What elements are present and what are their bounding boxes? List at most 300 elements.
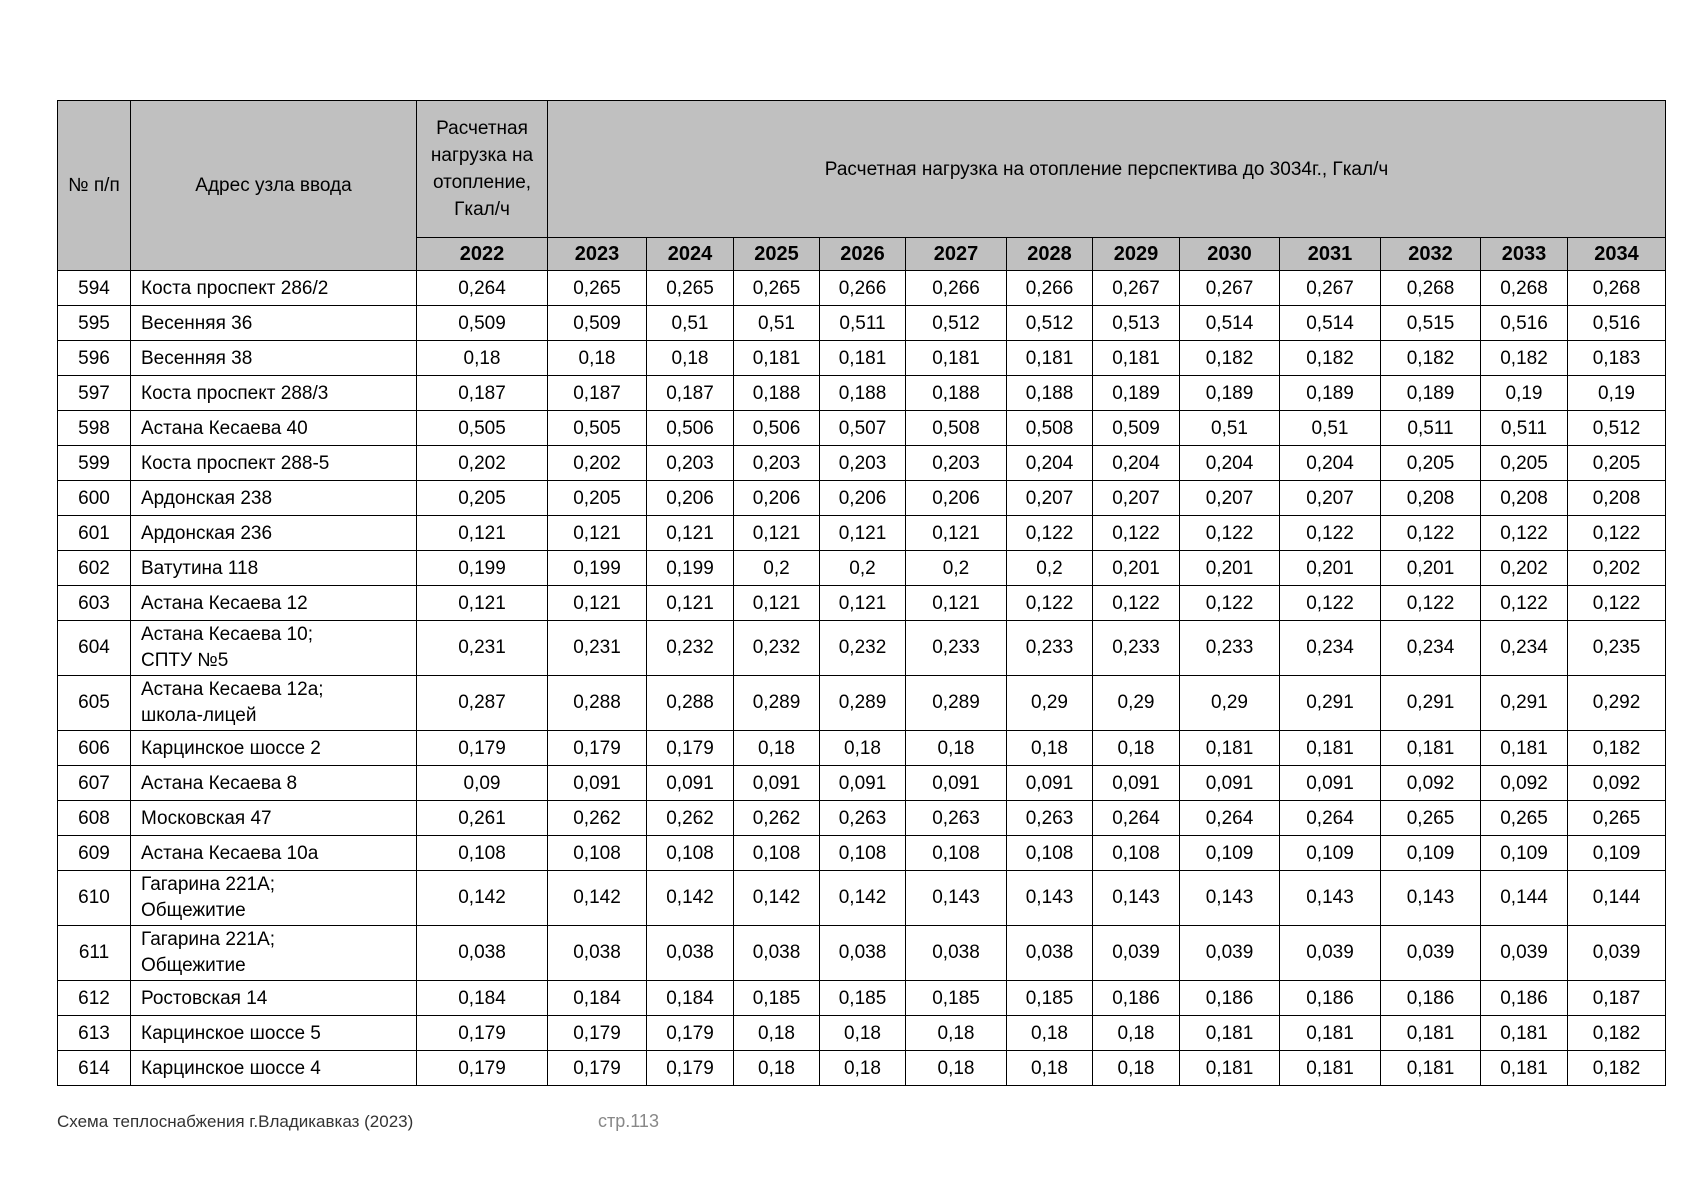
load-value-2033: 0,122 bbox=[1481, 586, 1568, 621]
load-value-2034: 0,292 bbox=[1568, 676, 1666, 731]
load-value-2026: 0,203 bbox=[820, 446, 906, 481]
load-value-2023: 0,199 bbox=[548, 551, 647, 586]
load-value-2030: 0,207 bbox=[1180, 481, 1280, 516]
load-value-2032: 0,181 bbox=[1381, 1051, 1481, 1086]
load-value-2025: 0,121 bbox=[734, 586, 820, 621]
load-value-2031: 0,291 bbox=[1280, 676, 1381, 731]
load-value-2032: 0,265 bbox=[1381, 801, 1481, 836]
load-value-2023: 0,121 bbox=[548, 516, 647, 551]
load-value-2033: 0,19 bbox=[1481, 376, 1568, 411]
load-value-2028: 0,122 bbox=[1007, 586, 1093, 621]
row-address bbox=[131, 516, 417, 551]
table-row bbox=[58, 411, 1666, 446]
load-value-2030: 0,039 bbox=[1180, 926, 1280, 981]
row-number: 601 bbox=[58, 516, 131, 551]
row-number: 611 bbox=[58, 926, 131, 981]
load-value-2032: 0,039 bbox=[1381, 926, 1481, 981]
load-value-2025: 0,18 bbox=[734, 1016, 820, 1051]
footer-page-number: стр.113 bbox=[598, 1111, 659, 1131]
load-value-2032: 0,122 bbox=[1381, 586, 1481, 621]
load-value-2032: 0,234 bbox=[1381, 621, 1481, 676]
load-value-2025: 0,289 bbox=[734, 676, 820, 731]
load-value-2027: 0,266 bbox=[906, 271, 1007, 306]
load-value-2031: 0,189 bbox=[1280, 376, 1381, 411]
load-value-2027: 0,038 bbox=[906, 926, 1007, 981]
load-value-2034: 0,144 bbox=[1568, 871, 1666, 926]
header-forecast: Расчетная нагрузка на отопление перспектива до 3034г., Гкал/ч bbox=[548, 101, 1666, 238]
address-line: Астана Кесаева 40 bbox=[141, 417, 308, 439]
load-value-2034: 0,183 bbox=[1568, 341, 1666, 376]
load-value-2031: 0,234 bbox=[1280, 621, 1381, 676]
load-value-2033: 0,181 bbox=[1481, 1016, 1568, 1051]
load-value-2026: 0,188 bbox=[820, 376, 906, 411]
address-line: Общежитие bbox=[141, 955, 246, 976]
load-value-2034: 0,122 bbox=[1568, 516, 1666, 551]
year-header-2023: 2023 bbox=[548, 238, 647, 271]
load-value-2024: 0,232 bbox=[647, 621, 734, 676]
row-number: 605 bbox=[58, 676, 131, 731]
load-value-2028: 0,2 bbox=[1007, 551, 1093, 586]
load-value-2031: 0,091 bbox=[1280, 766, 1381, 801]
load-value-2028: 0,188 bbox=[1007, 376, 1093, 411]
load-value-2033: 0,516 bbox=[1481, 306, 1568, 341]
load-value-2033: 0,265 bbox=[1481, 801, 1568, 836]
load-value-2031: 0,186 bbox=[1280, 981, 1381, 1016]
row-number: 600 bbox=[58, 481, 131, 516]
row-number: 594 bbox=[58, 271, 131, 306]
table-row bbox=[58, 1051, 1666, 1086]
load-value-2029: 0,264 bbox=[1093, 801, 1180, 836]
load-value-2024: 0,199 bbox=[647, 551, 734, 586]
load-value-2034: 0,205 bbox=[1568, 446, 1666, 481]
table-row bbox=[58, 676, 1666, 731]
load-value-2022: 0,038 bbox=[417, 926, 548, 981]
table-row bbox=[58, 731, 1666, 766]
row-address bbox=[131, 586, 417, 621]
address-line: СПТУ №5 bbox=[141, 650, 229, 671]
load-value-2031: 0,514 bbox=[1280, 306, 1381, 341]
load-value-2029: 0,29 bbox=[1093, 676, 1180, 731]
year-header-2027: 2027 bbox=[906, 238, 1007, 271]
load-value-2032: 0,511 bbox=[1381, 411, 1481, 446]
load-value-2027: 0,512 bbox=[906, 306, 1007, 341]
load-value-2030: 0,122 bbox=[1180, 586, 1280, 621]
load-value-2030: 0,29 bbox=[1180, 676, 1280, 731]
load-value-2025: 0,203 bbox=[734, 446, 820, 481]
load-value-2033: 0,144 bbox=[1481, 871, 1568, 926]
row-address bbox=[131, 926, 417, 981]
load-value-2032: 0,268 bbox=[1381, 271, 1481, 306]
table-row bbox=[58, 516, 1666, 551]
row-address bbox=[131, 621, 417, 676]
table-row bbox=[58, 1016, 1666, 1051]
load-value-2031: 0,204 bbox=[1280, 446, 1381, 481]
load-value-2027: 0,508 bbox=[906, 411, 1007, 446]
row-number: 597 bbox=[58, 376, 131, 411]
load-value-2033: 0,234 bbox=[1481, 621, 1568, 676]
load-value-2033: 0,202 bbox=[1481, 551, 1568, 586]
table-row bbox=[58, 836, 1666, 871]
year-header-2029: 2029 bbox=[1093, 238, 1180, 271]
load-value-2026: 0,121 bbox=[820, 586, 906, 621]
load-value-2029: 0,108 bbox=[1093, 836, 1180, 871]
address-line: Весенняя 36 bbox=[141, 312, 253, 334]
load-value-2025: 0,232 bbox=[734, 621, 820, 676]
load-value-2026: 0,038 bbox=[820, 926, 906, 981]
load-value-2023: 0,091 bbox=[548, 766, 647, 801]
row-address bbox=[131, 676, 417, 731]
load-value-2026: 0,121 bbox=[820, 516, 906, 551]
load-value-2027: 0,143 bbox=[906, 871, 1007, 926]
load-value-2033: 0,511 bbox=[1481, 411, 1568, 446]
load-value-2031: 0,122 bbox=[1280, 516, 1381, 551]
heat-load-table bbox=[57, 100, 1666, 1086]
load-value-2024: 0,179 bbox=[647, 731, 734, 766]
load-value-2034: 0,122 bbox=[1568, 586, 1666, 621]
row-address bbox=[131, 1051, 417, 1086]
address-line: школа-лицей bbox=[141, 705, 257, 726]
row-address bbox=[131, 981, 417, 1016]
load-value-2023: 0,202 bbox=[548, 446, 647, 481]
load-value-2030: 0,204 bbox=[1180, 446, 1280, 481]
row-address bbox=[131, 376, 417, 411]
load-value-2028: 0,207 bbox=[1007, 481, 1093, 516]
load-value-2022: 0,187 bbox=[417, 376, 548, 411]
load-value-2022: 0,179 bbox=[417, 731, 548, 766]
load-value-2027: 0,233 bbox=[906, 621, 1007, 676]
load-value-2032: 0,189 bbox=[1381, 376, 1481, 411]
header-current-load: Расчетная нагрузка на отопление, Гкал/ч bbox=[417, 101, 548, 238]
load-value-2029: 0,201 bbox=[1093, 551, 1180, 586]
load-value-2023: 0,205 bbox=[548, 481, 647, 516]
table-header bbox=[58, 101, 1666, 271]
load-value-2025: 0,262 bbox=[734, 801, 820, 836]
table-row bbox=[58, 871, 1666, 926]
load-value-2033: 0,291 bbox=[1481, 676, 1568, 731]
load-value-2028: 0,266 bbox=[1007, 271, 1093, 306]
load-value-2026: 0,507 bbox=[820, 411, 906, 446]
load-value-2032: 0,186 bbox=[1381, 981, 1481, 1016]
load-value-2034: 0,235 bbox=[1568, 621, 1666, 676]
load-value-2029: 0,186 bbox=[1093, 981, 1180, 1016]
load-value-2033: 0,186 bbox=[1481, 981, 1568, 1016]
load-value-2024: 0,206 bbox=[647, 481, 734, 516]
load-value-2025: 0,18 bbox=[734, 1051, 820, 1086]
load-value-2027: 0,188 bbox=[906, 376, 1007, 411]
load-value-2031: 0,181 bbox=[1280, 1016, 1381, 1051]
load-value-2033: 0,268 bbox=[1481, 271, 1568, 306]
load-value-2026: 0,232 bbox=[820, 621, 906, 676]
load-value-2029: 0,204 bbox=[1093, 446, 1180, 481]
address-line: Ватутина 118 bbox=[141, 557, 259, 579]
load-value-2026: 0,185 bbox=[820, 981, 906, 1016]
load-value-2029: 0,18 bbox=[1093, 1051, 1180, 1086]
load-value-2023: 0,231 bbox=[548, 621, 647, 676]
load-value-2026: 0,091 bbox=[820, 766, 906, 801]
load-value-2033: 0,092 bbox=[1481, 766, 1568, 801]
load-value-2022: 0,18 bbox=[417, 341, 548, 376]
load-value-2027: 0,18 bbox=[906, 1051, 1007, 1086]
load-value-2028: 0,204 bbox=[1007, 446, 1093, 481]
load-value-2028: 0,18 bbox=[1007, 1051, 1093, 1086]
load-value-2024: 0,265 bbox=[647, 271, 734, 306]
load-value-2025: 0,185 bbox=[734, 981, 820, 1016]
load-value-2025: 0,51 bbox=[734, 306, 820, 341]
load-value-2022: 0,202 bbox=[417, 446, 548, 481]
load-value-2022: 0,287 bbox=[417, 676, 548, 731]
load-value-2030: 0,264 bbox=[1180, 801, 1280, 836]
load-value-2030: 0,143 bbox=[1180, 871, 1280, 926]
load-value-2023: 0,108 bbox=[548, 836, 647, 871]
load-value-2024: 0,203 bbox=[647, 446, 734, 481]
load-value-2023: 0,179 bbox=[548, 1051, 647, 1086]
load-value-2030: 0,267 bbox=[1180, 271, 1280, 306]
load-value-2027: 0,121 bbox=[906, 516, 1007, 551]
load-value-2028: 0,18 bbox=[1007, 731, 1093, 766]
load-value-2023: 0,179 bbox=[548, 731, 647, 766]
row-number: 606 bbox=[58, 731, 131, 766]
address-line: Астана Кесаева 8 bbox=[141, 772, 298, 794]
load-value-2027: 0,18 bbox=[906, 1016, 1007, 1051]
load-value-2025: 0,142 bbox=[734, 871, 820, 926]
load-value-2028: 0,29 bbox=[1007, 676, 1093, 731]
table-row bbox=[58, 481, 1666, 516]
row-address bbox=[131, 836, 417, 871]
load-value-2025: 0,206 bbox=[734, 481, 820, 516]
load-value-2032: 0,122 bbox=[1381, 516, 1481, 551]
load-value-2028: 0,122 bbox=[1007, 516, 1093, 551]
load-value-2023: 0,262 bbox=[548, 801, 647, 836]
load-value-2024: 0,184 bbox=[647, 981, 734, 1016]
load-value-2033: 0,208 bbox=[1481, 481, 1568, 516]
load-value-2029: 0,513 bbox=[1093, 306, 1180, 341]
load-value-2026: 0,289 bbox=[820, 676, 906, 731]
load-value-2034: 0,092 bbox=[1568, 766, 1666, 801]
load-value-2022: 0,121 bbox=[417, 586, 548, 621]
load-value-2028: 0,18 bbox=[1007, 1016, 1093, 1051]
load-value-2028: 0,038 bbox=[1007, 926, 1093, 981]
row-address bbox=[131, 731, 417, 766]
load-value-2029: 0,122 bbox=[1093, 516, 1180, 551]
load-value-2028: 0,108 bbox=[1007, 836, 1093, 871]
table-row bbox=[58, 801, 1666, 836]
address-line: Гагарина 221А; bbox=[141, 874, 276, 895]
load-value-2022: 0,509 bbox=[417, 306, 548, 341]
load-value-2022: 0,261 bbox=[417, 801, 548, 836]
row-address bbox=[131, 446, 417, 481]
load-value-2027: 0,121 bbox=[906, 586, 1007, 621]
load-value-2034: 0,268 bbox=[1568, 271, 1666, 306]
row-number: 604 bbox=[58, 621, 131, 676]
load-value-2031: 0,51 bbox=[1280, 411, 1381, 446]
load-value-2022: 0,142 bbox=[417, 871, 548, 926]
load-value-2033: 0,205 bbox=[1481, 446, 1568, 481]
load-value-2026: 0,18 bbox=[820, 1051, 906, 1086]
table-row bbox=[58, 981, 1666, 1016]
load-value-2030: 0,122 bbox=[1180, 516, 1280, 551]
load-value-2030: 0,189 bbox=[1180, 376, 1280, 411]
load-value-2026: 0,2 bbox=[820, 551, 906, 586]
address-line: Ардонская 236 bbox=[141, 522, 273, 544]
load-value-2023: 0,184 bbox=[548, 981, 647, 1016]
table-row bbox=[58, 551, 1666, 586]
load-value-2031: 0,182 bbox=[1280, 341, 1381, 376]
load-value-2026: 0,206 bbox=[820, 481, 906, 516]
table-row bbox=[58, 926, 1666, 981]
address-line: Весенняя 38 bbox=[141, 347, 253, 369]
load-value-2024: 0,506 bbox=[647, 411, 734, 446]
load-value-2025: 0,181 bbox=[734, 341, 820, 376]
load-value-2023: 0,179 bbox=[548, 1016, 647, 1051]
load-value-2029: 0,122 bbox=[1093, 586, 1180, 621]
load-value-2025: 0,188 bbox=[734, 376, 820, 411]
load-value-2030: 0,51 bbox=[1180, 411, 1280, 446]
load-value-2022: 0,179 bbox=[417, 1051, 548, 1086]
row-address bbox=[131, 766, 417, 801]
load-value-2023: 0,509 bbox=[548, 306, 647, 341]
load-value-2030: 0,233 bbox=[1180, 621, 1280, 676]
year-header-2034: 2034 bbox=[1568, 238, 1666, 271]
load-value-2029: 0,189 bbox=[1093, 376, 1180, 411]
row-number: 598 bbox=[58, 411, 131, 446]
load-value-2034: 0,182 bbox=[1568, 731, 1666, 766]
load-value-2032: 0,181 bbox=[1381, 1016, 1481, 1051]
address-line: Коста проспект 286/2 bbox=[141, 277, 329, 299]
load-value-2031: 0,181 bbox=[1280, 731, 1381, 766]
load-value-2029: 0,233 bbox=[1093, 621, 1180, 676]
load-value-2027: 0,203 bbox=[906, 446, 1007, 481]
load-value-2030: 0,186 bbox=[1180, 981, 1280, 1016]
year-header-2033: 2033 bbox=[1481, 238, 1568, 271]
row-address bbox=[131, 411, 417, 446]
table-row bbox=[58, 306, 1666, 341]
address-line: Карцинское шоссе 2 bbox=[141, 737, 321, 759]
load-value-2032: 0,208 bbox=[1381, 481, 1481, 516]
load-value-2024: 0,51 bbox=[647, 306, 734, 341]
load-value-2028: 0,091 bbox=[1007, 766, 1093, 801]
load-value-2023: 0,18 bbox=[548, 341, 647, 376]
row-number: 596 bbox=[58, 341, 131, 376]
table-row bbox=[58, 766, 1666, 801]
load-value-2027: 0,18 bbox=[906, 731, 1007, 766]
row-number: 607 bbox=[58, 766, 131, 801]
load-value-2027: 0,091 bbox=[906, 766, 1007, 801]
load-value-2022: 0,199 bbox=[417, 551, 548, 586]
load-value-2025: 0,18 bbox=[734, 731, 820, 766]
load-value-2022: 0,505 bbox=[417, 411, 548, 446]
row-number: 603 bbox=[58, 586, 131, 621]
table-row bbox=[58, 586, 1666, 621]
load-value-2034: 0,109 bbox=[1568, 836, 1666, 871]
row-address bbox=[131, 341, 417, 376]
load-value-2033: 0,181 bbox=[1481, 1051, 1568, 1086]
load-value-2025: 0,091 bbox=[734, 766, 820, 801]
load-value-2024: 0,179 bbox=[647, 1051, 734, 1086]
load-value-2031: 0,039 bbox=[1280, 926, 1381, 981]
load-value-2029: 0,181 bbox=[1093, 341, 1180, 376]
address-line: Московская 47 bbox=[141, 807, 272, 829]
load-value-2023: 0,187 bbox=[548, 376, 647, 411]
row-address bbox=[131, 306, 417, 341]
address-line: Ростовская 14 bbox=[141, 987, 268, 1009]
table-row bbox=[58, 341, 1666, 376]
load-value-2027: 0,181 bbox=[906, 341, 1007, 376]
load-value-2032: 0,291 bbox=[1381, 676, 1481, 731]
load-value-2031: 0,267 bbox=[1280, 271, 1381, 306]
load-value-2029: 0,207 bbox=[1093, 481, 1180, 516]
table-row bbox=[58, 271, 1666, 306]
table-row bbox=[58, 621, 1666, 676]
load-value-2025: 0,265 bbox=[734, 271, 820, 306]
load-value-2032: 0,143 bbox=[1381, 871, 1481, 926]
load-value-2024: 0,121 bbox=[647, 516, 734, 551]
load-value-2024: 0,262 bbox=[647, 801, 734, 836]
table-row bbox=[58, 446, 1666, 481]
load-value-2029: 0,143 bbox=[1093, 871, 1180, 926]
load-value-2028: 0,512 bbox=[1007, 306, 1093, 341]
load-value-2030: 0,181 bbox=[1180, 1016, 1280, 1051]
header-num: № п/п bbox=[58, 101, 131, 271]
load-value-2022: 0,231 bbox=[417, 621, 548, 676]
load-value-2030: 0,514 bbox=[1180, 306, 1280, 341]
year-header-2028: 2028 bbox=[1007, 238, 1093, 271]
load-value-2026: 0,108 bbox=[820, 836, 906, 871]
year-header-2022: 2022 bbox=[417, 238, 548, 271]
row-number: 613 bbox=[58, 1016, 131, 1051]
row-number: 609 bbox=[58, 836, 131, 871]
load-value-2030: 0,182 bbox=[1180, 341, 1280, 376]
load-value-2022: 0,121 bbox=[417, 516, 548, 551]
load-value-2030: 0,109 bbox=[1180, 836, 1280, 871]
load-value-2023: 0,288 bbox=[548, 676, 647, 731]
load-value-2034: 0,202 bbox=[1568, 551, 1666, 586]
row-address bbox=[131, 1016, 417, 1051]
load-value-2032: 0,181 bbox=[1381, 731, 1481, 766]
load-value-2025: 0,2 bbox=[734, 551, 820, 586]
footer-document-title: Схема теплоснабжения г.Владикавказ (2023) bbox=[57, 1112, 414, 1131]
address-line: Астана Кесаева 12 bbox=[141, 592, 308, 614]
load-value-2031: 0,143 bbox=[1280, 871, 1381, 926]
load-value-2034: 0,182 bbox=[1568, 1016, 1666, 1051]
load-value-2031: 0,264 bbox=[1280, 801, 1381, 836]
load-value-2024: 0,187 bbox=[647, 376, 734, 411]
load-value-2030: 0,201 bbox=[1180, 551, 1280, 586]
load-value-2034: 0,19 bbox=[1568, 376, 1666, 411]
load-value-2031: 0,181 bbox=[1280, 1051, 1381, 1086]
year-header-2031: 2031 bbox=[1280, 238, 1381, 271]
load-value-2033: 0,039 bbox=[1481, 926, 1568, 981]
load-value-2027: 0,2 bbox=[906, 551, 1007, 586]
load-value-2024: 0,288 bbox=[647, 676, 734, 731]
load-value-2033: 0,182 bbox=[1481, 341, 1568, 376]
load-value-2032: 0,182 bbox=[1381, 341, 1481, 376]
header-address: Адрес узла ввода bbox=[131, 101, 417, 271]
year-header-2030: 2030 bbox=[1180, 238, 1280, 271]
load-value-2022: 0,108 bbox=[417, 836, 548, 871]
load-value-2024: 0,179 bbox=[647, 1016, 734, 1051]
year-header-2024: 2024 bbox=[647, 238, 734, 271]
load-value-2024: 0,038 bbox=[647, 926, 734, 981]
load-value-2028: 0,508 bbox=[1007, 411, 1093, 446]
year-header-2025: 2025 bbox=[734, 238, 820, 271]
row-number: 599 bbox=[58, 446, 131, 481]
row-address bbox=[131, 481, 417, 516]
load-value-2031: 0,122 bbox=[1280, 586, 1381, 621]
row-number: 612 bbox=[58, 981, 131, 1016]
load-value-2024: 0,091 bbox=[647, 766, 734, 801]
load-value-2029: 0,039 bbox=[1093, 926, 1180, 981]
load-value-2034: 0,187 bbox=[1568, 981, 1666, 1016]
